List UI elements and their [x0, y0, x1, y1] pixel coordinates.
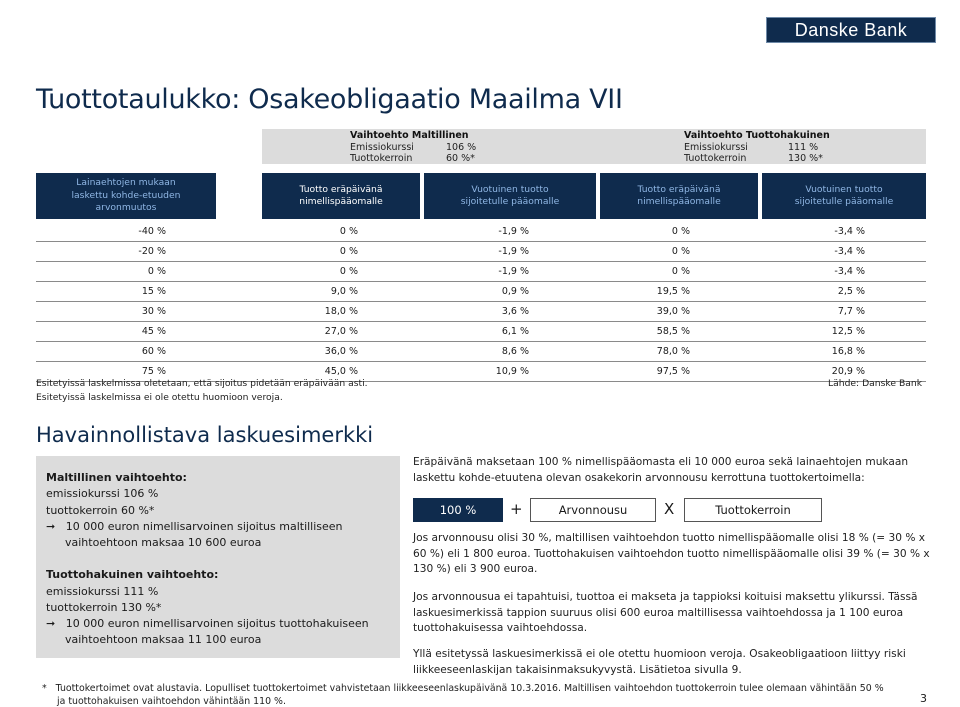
table-cell: -3,4 %: [834, 266, 865, 277]
alt-left-value-2: 60 %*: [446, 153, 475, 164]
alt-right-row-2: [684, 153, 823, 164]
table-cell: 12,5 %: [831, 326, 865, 337]
table-cell: -1,9 %: [498, 246, 529, 257]
formula-base: 100 %: [413, 498, 503, 522]
example-para-2: Jos arvonnousua ei tapahtuisi, tuottoa ei makseta ja tappioksi koituisi maksettu ylikurssi. Tässä laskuesimerkissä tappion suuruus olisi 600 euroa maltillisessa vaihtoehdossa ja 1 100 euroa tuottohakuisessa vaihtoehdossa.: [413, 591, 918, 635]
moderate-cost-text: 10 000 euron nimellisarvoinen sijoitus maltilliseen vaihtoehtoon maksaa 10 600 euroa: [65, 519, 343, 550]
moderate-factor: tuottokerroin 60 %*: [46, 503, 155, 517]
table-row: [36, 282, 926, 302]
table-cell: -40 %: [138, 226, 166, 237]
table-cell: 60 %: [141, 346, 166, 357]
table-cell: 19,5 %: [656, 286, 690, 297]
alt-right-value-2: 130 %*: [788, 153, 823, 164]
aggressive-cost-text: 10 000 euron nimellisarvoinen sijoitus tuottohakuiseen vaihtoehtoon maksaa 11 100 euroa: [65, 617, 369, 647]
table-row: [36, 262, 926, 282]
note-held-to-maturity: Esitetyissä laskelmissa oletetaan, että sijoitus pidetään eräpäivään asti.: [36, 378, 368, 389]
table-cell: 6,1 %: [501, 326, 529, 337]
table-cell: 7,7 %: [837, 306, 865, 317]
alt-left-label-2: Tuottokerroin: [350, 153, 413, 164]
table-cell: 0 %: [671, 226, 690, 237]
formula-rise: Arvonnousu: [530, 498, 656, 522]
table-row: [36, 342, 926, 362]
table-cell: 0 %: [339, 226, 358, 237]
table-cell: 78,0 %: [656, 346, 690, 357]
header-aggressive-return-maturity: Tuotto eräpäivänä nimellispääomalle: [600, 173, 758, 219]
table-cell: 9,0 %: [330, 286, 358, 297]
header-moderate-return-maturity: Tuotto eräpäivänä nimellispääomalle: [262, 173, 420, 219]
table-cell: 30 %: [141, 306, 166, 317]
table-cell: 75 %: [141, 366, 166, 377]
table-cell: 16,8 %: [831, 346, 865, 357]
table-cell: 58,5 %: [656, 326, 690, 337]
table-cell: -1,9 %: [498, 266, 529, 277]
footnote: [42, 682, 884, 707]
arrow-icon: ➞: [46, 519, 56, 533]
example-para-3: Yllä esitetyssä laskuesimerkissä ei ole otettu huomioon veroja. Osakeobligaatioon liittyy riski liikkeeseenlaskijan takaisinmaksukyvystä. Lisätietoa sivulla 9.: [413, 648, 906, 676]
alt-left-header: [262, 129, 598, 164]
table-cell: 20,9 %: [831, 366, 865, 377]
alt-right-title: Vaihtoehto Tuottohakuinen: [684, 130, 830, 141]
alt-left-label-1: Emissiokurssi: [350, 142, 414, 153]
table-cell: 15 %: [141, 286, 166, 297]
table-cell: 3,6 %: [501, 306, 529, 317]
table-cell: 27,0 %: [324, 326, 358, 337]
table-cell: -1,9 %: [498, 226, 529, 237]
table-cell: -3,4 %: [834, 226, 865, 237]
alt-right-label-1: Emissiokurssi: [684, 142, 748, 153]
table-cell: 45 %: [141, 326, 166, 337]
example-intro: Eräpäivänä maksetaan 100 % nimellispääomasta eli 10 000 euroa sekä lainaehtojen mukaan laskettu kohde-etuutena olevan osakekorin arvonnousu kerrottuna tuottokertoimella:: [413, 456, 909, 484]
example-left-box: [36, 456, 400, 658]
page-number: 3: [920, 692, 927, 705]
alt-left-row-1: [350, 142, 476, 153]
table-cell: 18,0 %: [324, 306, 358, 317]
example-title: Havainnollistava laskuesimerkki: [36, 423, 374, 447]
formula-times: X: [664, 500, 675, 518]
table-cell: 8,6 %: [501, 346, 529, 357]
formula-factor: Tuottokerroin: [684, 498, 822, 522]
table-row: [36, 322, 926, 342]
table-row: [36, 242, 926, 262]
table-cell: 45,0 %: [324, 366, 358, 377]
table-cell: 39,0 %: [656, 306, 690, 317]
example-para-1: Jos arvonnousu olisi 30 %, maltillisen vaihtoehdon tuotto nimellispääomalle olisi 18 % (= 30 % x 60 %) eli 1 800 euroa. Tuottohakuisen vaihtoehdon tuotto nimellispääomalle olisi 39 % (= 30 % x 130 %) eli 3 900 euroa.: [413, 532, 930, 576]
table-cell: 0 %: [671, 266, 690, 277]
source-note: Lähde: Danske Bank: [828, 378, 923, 389]
footnote-line-1: Tuottokertoimet ovat alustavia. Lopulliset tuottokertoimet vahvistetaan liikkeeseenlaskupäivänä 10.3.2016. Maltillisen vaihtoehdon tuottokerroin tulee olemaan vähintään 50 %: [55, 683, 884, 694]
alt-left-row-2: [350, 153, 475, 164]
table-cell: 36,0 %: [324, 346, 358, 357]
aggressive-arrow-line: [46, 616, 390, 649]
aggressive-issue-price: emissiokurssi 111 %: [46, 584, 159, 598]
aggressive-factor: tuottokerroin 130 %*: [46, 600, 162, 614]
note-taxes: Esitetyissä laskelmissa ei ole otettu huomioon veroja.: [36, 392, 283, 403]
table-cell: 10,9 %: [495, 366, 529, 377]
table-cell: -20 %: [138, 246, 166, 257]
arrow-icon: ➞: [46, 617, 56, 631]
table-cell: -3,4 %: [834, 246, 865, 257]
alt-left-title: Vaihtoehto Maltillinen: [350, 130, 469, 141]
header-moderate-annual-return: Vuotuinen tuotto sijoitetulle pääomalle: [424, 173, 596, 219]
table-cell: 97,5 %: [656, 366, 690, 377]
moderate-heading: Maltillinen vaihtoehto:: [46, 471, 187, 484]
table-row: [36, 222, 926, 242]
moderate-arrow-line: [46, 519, 390, 552]
table-cell: 0 %: [671, 246, 690, 257]
table-cell: 0 %: [339, 266, 358, 277]
page-title: Tuottotaulukko: Osakeobligaatio Maailma VII: [36, 84, 623, 115]
alt-right-row-1: [684, 142, 818, 153]
table-cell: 0,9 %: [501, 286, 529, 297]
footnote-line-2: ja tuottohakuisen vaihtoehdon vähintään 110 %.: [57, 696, 286, 707]
alt-right-value-1: 111 %: [788, 142, 819, 153]
alt-right-label-2: Tuottokerroin: [684, 153, 747, 164]
aggressive-heading: Tuottohakuinen vaihtoehto:: [46, 568, 219, 582]
alt-right-header: [598, 129, 926, 164]
alt-left-value-1: 106 %: [446, 142, 477, 153]
formula-plus: +: [510, 500, 523, 518]
table-row: [36, 302, 926, 322]
header-aggressive-annual-return: Vuotuinen tuotto sijoitetulle pääomalle: [762, 173, 926, 219]
footnote-marker: *: [42, 683, 47, 694]
danske-bank-logo: Danske Bank: [766, 17, 936, 43]
table-cell: 0 %: [147, 266, 166, 277]
header-underlying-change: Lainaehtojen mukaan laskettu kohde-etuuden arvonmuutos: [36, 173, 216, 219]
moderate-issue-price: emissiokurssi 106 %: [46, 487, 159, 501]
table-cell: 2,5 %: [837, 286, 865, 297]
table-cell: 0 %: [339, 246, 358, 257]
